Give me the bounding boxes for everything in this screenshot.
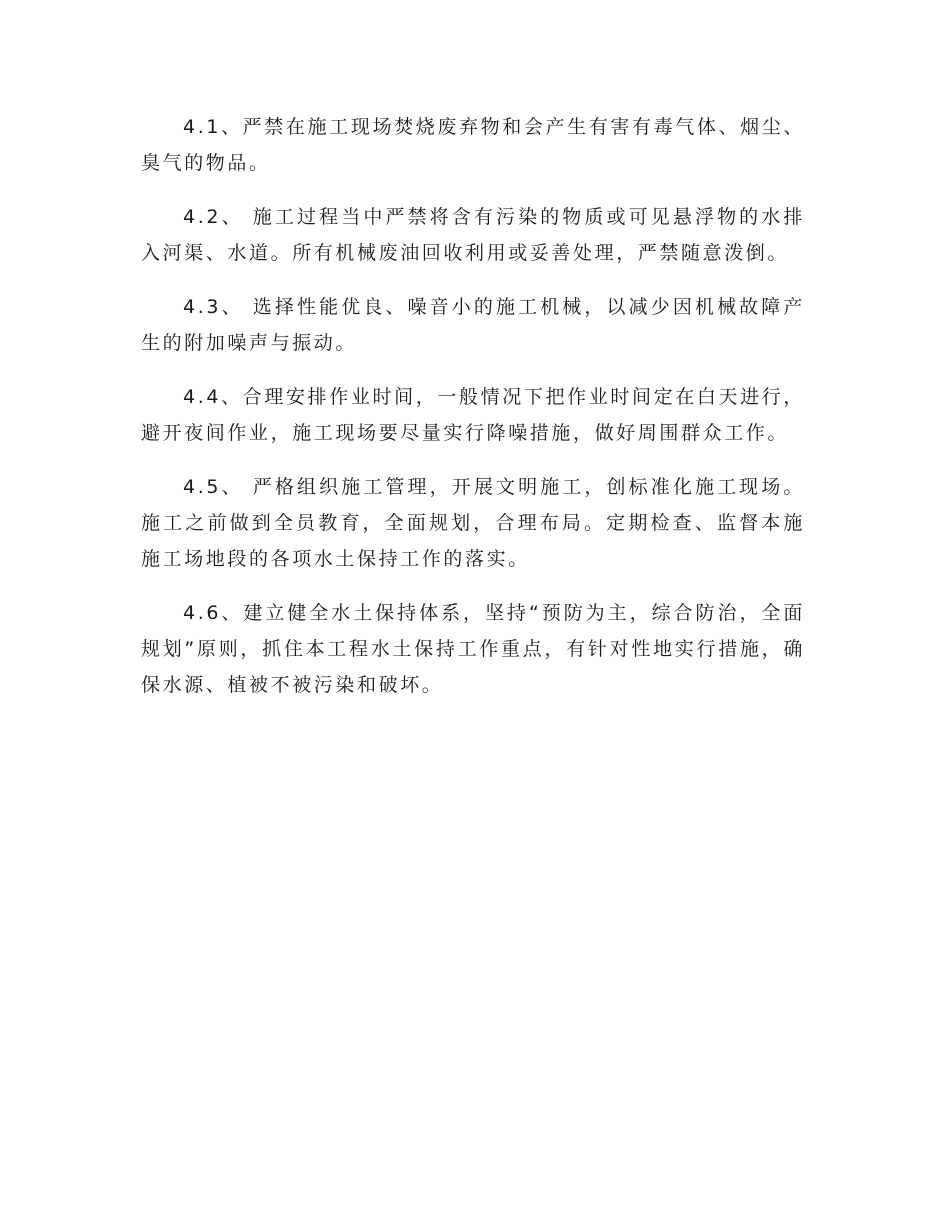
paragraph-4-1: 4.1、严禁在施工现场焚烧废弃物和会产生有害有毒气体、烟尘、臭气的物品。: [141, 116, 805, 174]
document-body: [141, 109, 805, 721]
paragraph-4-3: 4.3、 选择性能优良、噪音小的施工机械，以减少因机械故障产生的附加噪声与振动。: [141, 296, 805, 354]
paragraph-4-5: 4.5、 严格组织施工管理，开展文明施工，创标准化施工现场。施工之前做到全员教育，全面规划，合理布局。定期检查、监督本施施工场地段的各项水土保持工作的落实。: [141, 476, 805, 570]
paragraph-4-6: 4.6、建立健全水土保持体系，坚持“预防为主，综合防治，全面规划”原则，抓住本工程水土保持工作重点，有针对性地实行措施，确保水源、植被不被污染和破坏。: [141, 602, 805, 696]
paragraph-4-4: 4.4、合理安排作业时间，一般情况下把作业时间定在白天进行，避开夜间作业，施工现场要尽量实行降噪措施，做好周围群众工作。: [141, 386, 805, 444]
paragraph-4-2: 4.2、 施工过程当中严禁将含有污染的物质或可见悬浮物的水排入河渠、水道。所有机械废油回收利用或妥善处理，严禁随意泼倒。: [141, 206, 805, 264]
